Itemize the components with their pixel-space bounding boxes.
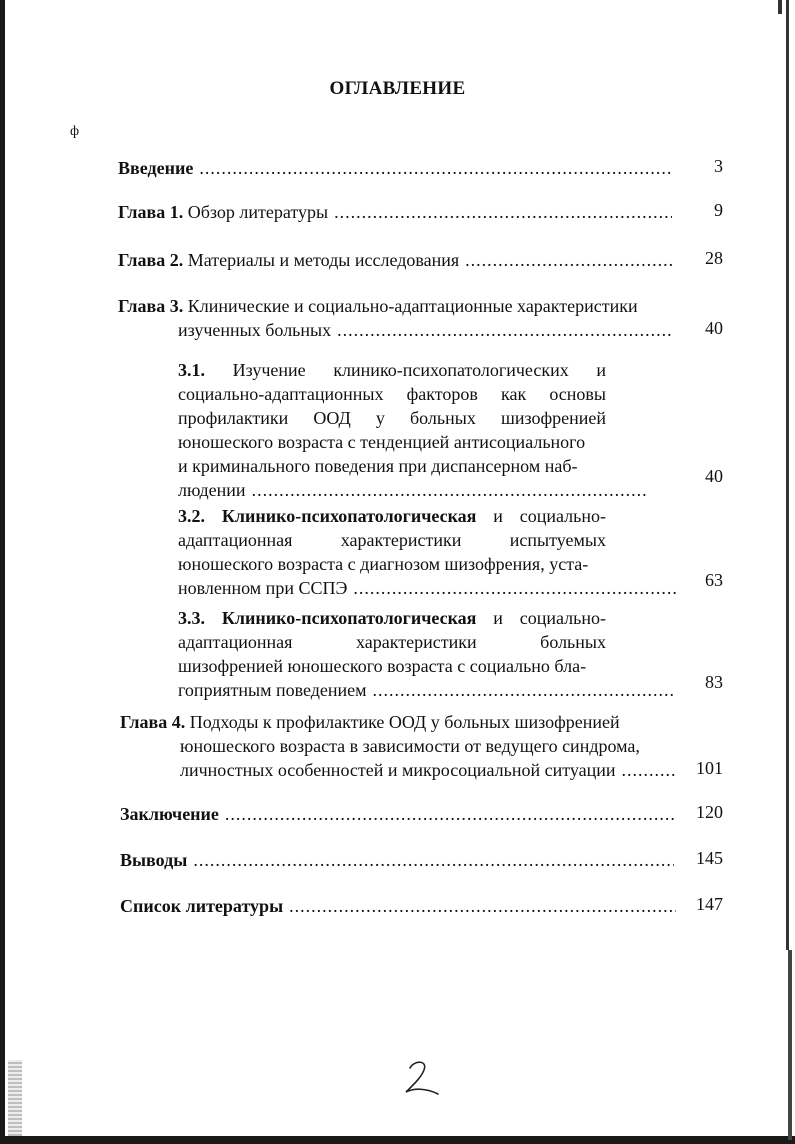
toc-page-number: 3 (714, 156, 723, 176)
handwritten-page-number (398, 1058, 448, 1098)
toc-label: Глава 2. (118, 250, 184, 270)
toc-page-number: 63 (705, 570, 723, 590)
toc-title-line: юношеского возраста с тенденцией антисоциального (178, 432, 586, 452)
toc-title-line: юношеского возраста с диагнозом шизофрения, уста- (178, 554, 589, 574)
toc-entry-section-3-3[interactable] (178, 606, 606, 702)
leader-dots (225, 802, 674, 826)
leader-dots (373, 678, 676, 702)
toc-word: шизофренией (500, 408, 607, 428)
toc-label: Список литературы (120, 896, 284, 916)
scan-border-right-lower (788, 950, 792, 1140)
toc-page-number: 9 (714, 200, 723, 220)
toc-word: основы (549, 384, 607, 404)
toc-title-line: новленном при ССПЭ (178, 578, 348, 598)
toc-word: как (501, 384, 527, 404)
toc-entry-chapter-4[interactable] (120, 710, 682, 782)
scan-mark-top (778, 0, 782, 14)
toc-word: адаптационная (178, 530, 293, 550)
toc-entry-chapter-1[interactable] (118, 200, 678, 224)
toc-page-number: 101 (696, 758, 723, 778)
toc-label: Глава 3. (118, 296, 184, 316)
toc-title-line: и криминального поведения при диспансерном наб- (178, 456, 578, 476)
toc-title-line: Клинические и социально-адаптационные характеристики (187, 296, 638, 316)
leader-dots (289, 894, 676, 918)
scan-border-right (786, 0, 789, 950)
toc-entry-conclusion[interactable] (120, 802, 680, 826)
toc-title-line: гоприятным поведением (178, 680, 367, 700)
toc-title-line: шизофренией юношеского возраста с социально бла- (178, 656, 587, 676)
toc-entry-section-3-1[interactable] (178, 358, 606, 502)
leader-dots (334, 200, 672, 224)
toc-word: адаптационная (178, 632, 293, 652)
toc-page-number: 83 (705, 672, 723, 692)
toc-word: и (493, 608, 503, 628)
toc-word: и (493, 506, 503, 526)
toc-label: Заключение (120, 804, 219, 824)
toc-word: клинико-психопатологических (333, 360, 569, 380)
toc-word: профилактики (178, 408, 289, 428)
toc-word: социально-адаптационных (178, 384, 384, 404)
toc-label: Введение (118, 158, 194, 178)
toc-word: и (596, 360, 607, 380)
toc-page-number: 28 (705, 248, 723, 268)
leader-dots (337, 318, 672, 342)
page-title: ОГЛАВЛЕНИЕ (329, 78, 466, 99)
toc-label: Глава 1. (118, 202, 184, 222)
toc-title-line: личностных особенностей и микросоциальной ситуации (180, 760, 616, 780)
toc-word: социально- (519, 608, 606, 628)
scan-border-bottom (0, 1136, 795, 1144)
toc-label: 3.3. (178, 608, 205, 628)
leader-dots (465, 248, 672, 272)
toc-page-number: 147 (696, 894, 723, 914)
toc-label: Выводы (120, 850, 188, 870)
toc-entry-section-3-2[interactable] (178, 504, 606, 600)
toc-word: испытуемых (509, 530, 606, 550)
toc-entry-chapter-2[interactable] (118, 248, 678, 272)
toc-word: факторов (406, 384, 478, 404)
leader-dots (199, 156, 672, 180)
toc-title-line: изученных больных (178, 320, 332, 340)
toc-word: социально- (519, 506, 606, 526)
toc-entry-references[interactable] (120, 894, 682, 918)
toc-bold-title: Клинико-психопатологическая (221, 608, 477, 628)
scan-smudge (8, 1060, 22, 1136)
toc-title-line: людении (178, 480, 246, 500)
toc-label: 3.2. (178, 506, 205, 526)
toc-label: 3.1. (178, 360, 205, 380)
toc-entry-intro[interactable] (118, 156, 678, 180)
toc-word: больных (540, 632, 606, 652)
scan-border-left (0, 0, 5, 1144)
toc-entry-findings[interactable] (120, 848, 680, 872)
leader-dots (621, 758, 676, 782)
toc-page-number: 145 (696, 848, 723, 868)
toc-word: ООД (313, 408, 351, 428)
toc-title-line: юношеского возраста в зависимости от ведущего синдрома, (180, 736, 640, 756)
toc-title: Обзор литературы (187, 202, 329, 222)
toc-word: у (375, 408, 385, 428)
stray-mark: ф (70, 124, 80, 139)
toc-page-number: 40 (705, 466, 723, 486)
toc-page-number: 120 (696, 802, 723, 822)
toc-word: больных (410, 408, 476, 428)
toc-word: характеристики (340, 530, 462, 550)
toc-title-line: Подходы к профилактике ООД у больных шизофренией (189, 712, 620, 732)
leader-dots (193, 848, 674, 872)
toc-word: Изучение (232, 360, 306, 380)
toc-entry-chapter-3[interactable] (118, 294, 678, 342)
toc-word: характеристики (355, 632, 477, 652)
leader-dots (353, 576, 676, 600)
toc-title: Материалы и методы исследования (187, 250, 460, 270)
toc-label: Глава 4. (120, 712, 186, 732)
toc-bold-title: Клинико-психопатологическая (221, 506, 477, 526)
leader-dots (252, 478, 648, 502)
toc-page-number: 40 (705, 318, 723, 338)
